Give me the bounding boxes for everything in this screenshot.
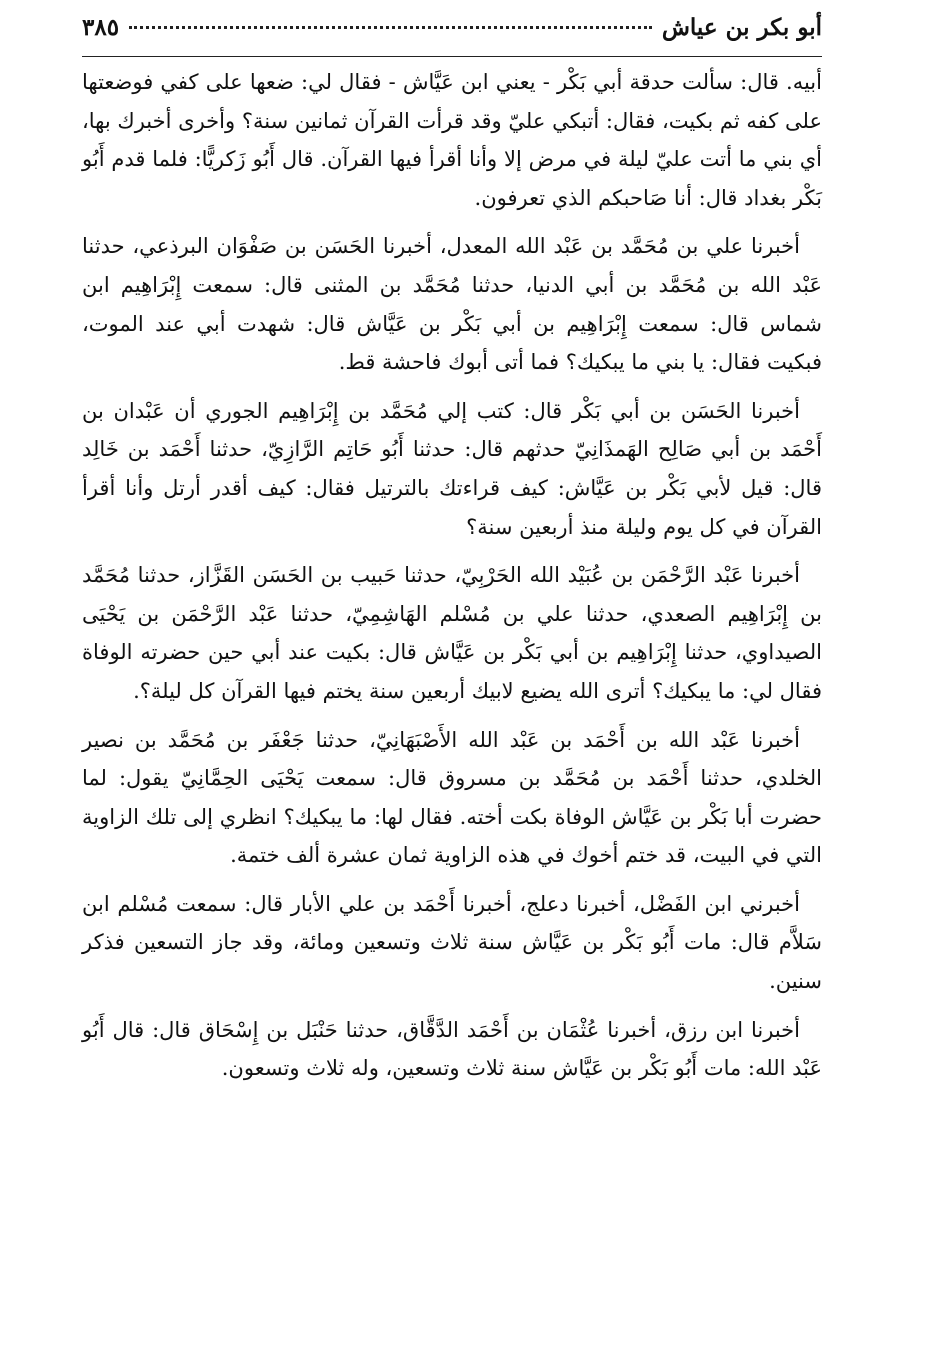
page-header (82, 14, 822, 57)
running-title: أبو بكر بن عياش (661, 14, 822, 41)
paragraph-2: أخبرنا علي بن مُحَمَّد بن عَبْد الله المعدل، أخبرنا الحَسَن بن صَفْوَان البرذعي، حدثنا عَبْد الله بن مُحَمَّد بن أبي الدنيا، حدثنا مُحَمَّد بن المثنى قال: سمعت إِبْرَاهِيم ابن شماس قال: سمعت إِبْرَاهِيم بن أبي بَكْر بن عَيَّاش قال: شهدت أبي عند الموت، فبكيت فقال: يا بني ما يبكيك؟ فما أتى أبوك فاحشة قط. (82, 234, 822, 375)
paragraph-1: أبيه. قال: سألت حدقة أبي بَكْر - يعني ابن عَيَّاش - فقال لي: ضعها على كفي فوضعتها على كفه ثم بكيت، فقال: أتبكي عليّ وقد قرأت القرآن ثمانين سنة؟ وأخرى أخبرك بها، أي بني ما أتت عليّ ليلة في مرض إلا وأنا أقرأ فيها القرآن. قال أَبُو زَكريًّا: فلما قدم أَبُو بَكْر بغداد قال: أنا صَاحبكم الذي تعرفون. (82, 70, 822, 210)
dotted-leader (129, 26, 652, 29)
paragraph-5: أخبرنا عَبْد الله بن أَحْمَد بن عَبْد الله الأَصْبَهَانِيّ، حدثنا جَعْفَر بن مُحَمَّد بن نصير الخلدي، حدثنا أَحْمَد بن مُحَمَّد بن مسروق قال: سمعت يَحْيَى الحِمَّانِيّ يقول: لما حضرت أبا بَكْر بن عَيَّاش الوفاة بكت أخته. فقال لها: ما يبكيك؟ انظري إلى تلك الزاوية التي في البيت، قد ختم أخوك في هذه الزاوية ثمان عشرة ألف ختمة. (82, 727, 822, 868)
book-page (82, 14, 822, 1344)
paragraph-7: أخبرنا ابن رزق، أخبرنا عُثْمَان بن أَحْمَد الدَّقَّاق، حدثنا حَنْبَل بن إِسْحَاق قال: قال أَبُو عَبْد الله: مات أَبُو بَكْر بن عَيَّاش سنة ثلاث وتسعين، وله ثلاث وتسعون. (82, 1017, 822, 1081)
paragraph-4: أخبرنا عَبْد الرَّحْمَن بن عُبَيْد الله الحَرْبِيّ، حدثنا حَبيب بن الحَسَن القَزَّاز، حدثنا مُحَمَّد بن إِبْرَاهِيم الصعدي، حدثنا علي بن مُسْلم الهَاشِمِيّ، حدثنا عَبْد الرَّحْمَن بن يَحْيَى الصيداوي، حدثنا إِبْرَاهِيم بن أبي بَكْر بن عَيَّاش قال: بكيت عند أبي حين حضرته الوفاة فقال لي: ما يبكيك؟ أترى الله يضيع لابيك أربعين سنة يختم فيها القرآن كل ليلة؟. (82, 563, 822, 703)
page-number: ٣٨٥ (82, 14, 120, 41)
paragraph-6: أخبرني ابن الفَضْل، أخبرنا دعلج، أخبرنا أَحْمَد بن علي الأبار قال: سمعت مُسْلم ابن سَلاَّم قال: مات أَبُو بَكْر بن عَيَّاش سنة ثلاث وتسعين ومائة، وقد جاز التسعين فذكر سنين. (82, 891, 822, 994)
paragraph-3: أخبرنا الحَسَن بن أبي بَكْر قال: كتب إلي مُحَمَّد بن إِبْرَاهِيم الجوري أن عَبْدان بن أَحْمَد بن أبي صَالِح الهَمذَانِيّ حدثهم قال: حدثنا أَبُو حَاتِم الرَّازِيّ، حدثنا أَحْمَد بن خَالِد قال: قيل لأبي بَكْر بن عَيَّاش: كيف قراءتك بالترتيل فقال: كيف أقدر أرتل وأنا أقرأ القرآن في كل يوم وليلة منذ أربعين سنة؟ (82, 398, 822, 539)
